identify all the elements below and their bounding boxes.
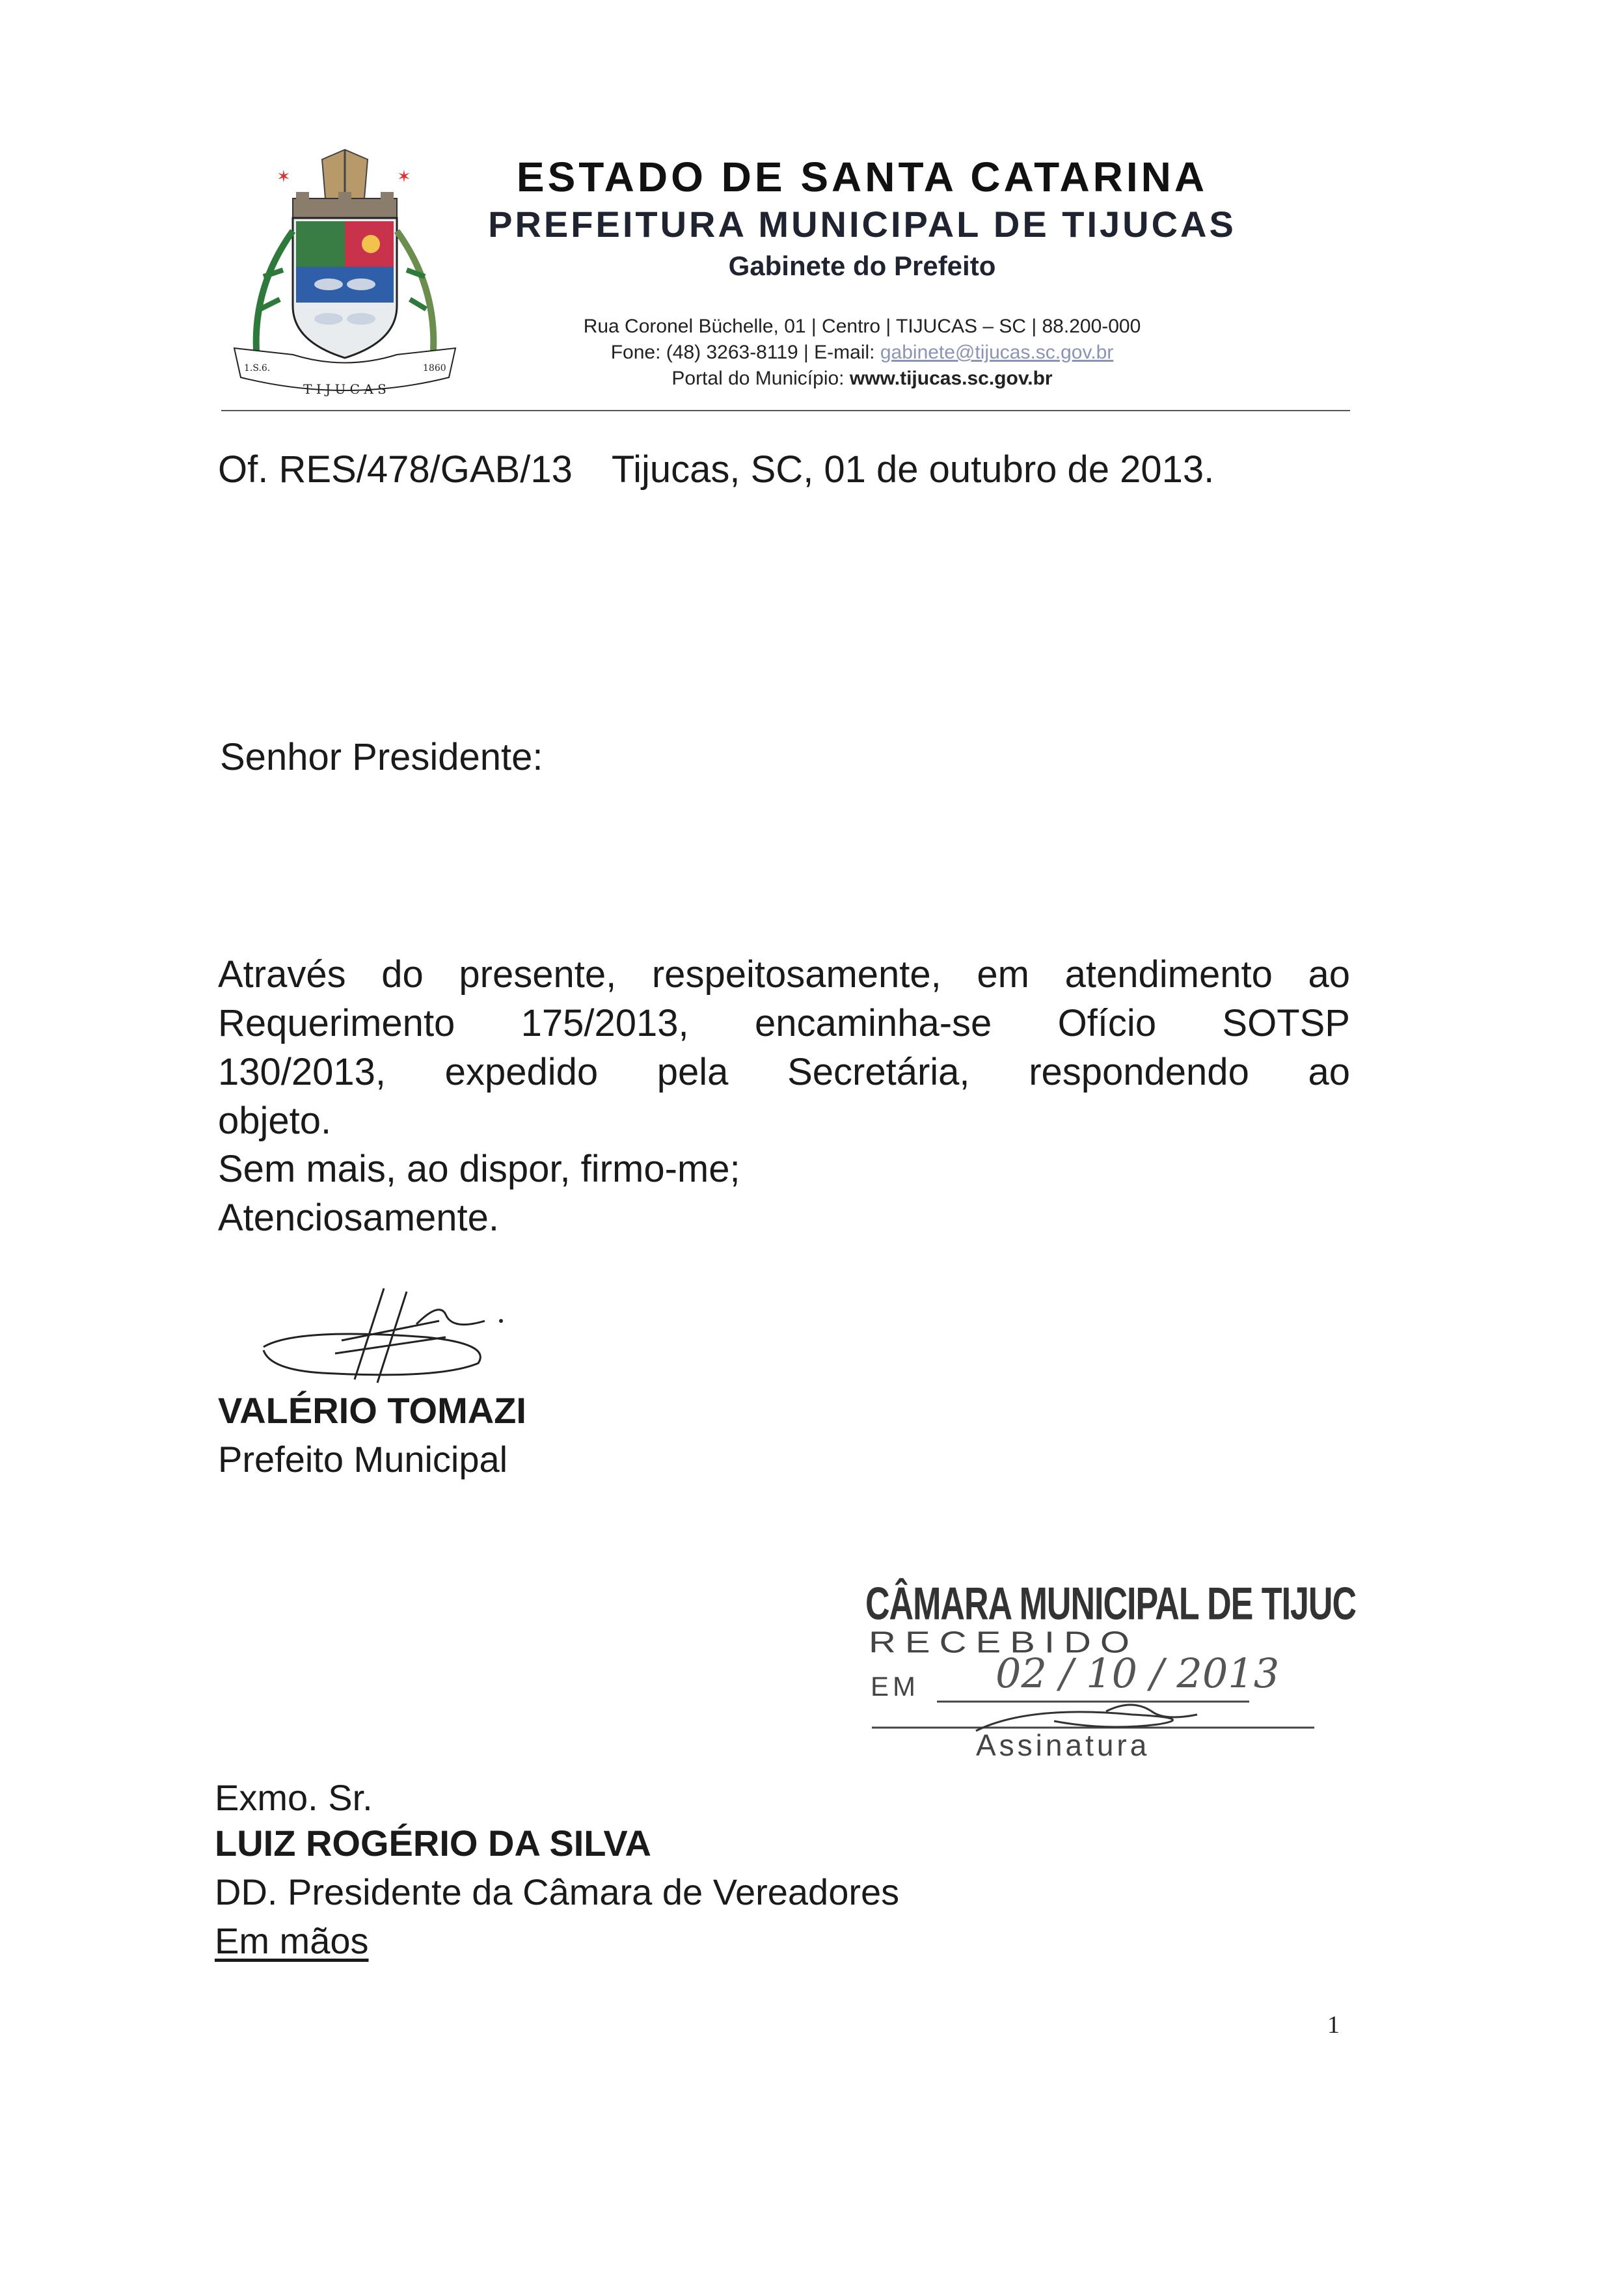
body-paragraph (218, 950, 1350, 1145)
header-phone: Fone: (48) 3263-8119 | E-mail: (610, 342, 880, 363)
addressee-name: LUIZ ROGÉRIO DA SILVA (215, 1823, 651, 1864)
portal-label: Portal do Município: (671, 368, 850, 389)
header-address: Rua Coronel Büchelle, 01 | Centro | TIJUCAS – SC | 88.200-000 (583, 316, 1141, 337)
header-divider (221, 410, 1350, 411)
stamp-received: RECEBIDO (869, 1625, 1139, 1659)
closing-line-1: Sem mais, ao dispor, firmo-me; (218, 1148, 740, 1190)
header-state: ESTADO DE SANTA CATARINA (516, 154, 1208, 200)
stamp-em: EM (871, 1671, 919, 1702)
addressee-title: DD. Presidente da Câmara de Vereadores (215, 1871, 900, 1912)
header-gabinete: Gabinete do Prefeito (728, 251, 996, 281)
svg-text:✶: ✶ (397, 167, 411, 187)
paragraph-line: objeto. (218, 1100, 332, 1142)
header-prefeitura: PREFEITURA MUNICIPAL DE TIJUCAS (488, 204, 1236, 245)
stamp-title: CÂMARA MUNICIPAL DE TIJUC (865, 1579, 1357, 1630)
signatory-title: Prefeito Municipal (218, 1439, 508, 1480)
reference-number: Of. RES/478/GAB/13 (218, 448, 573, 491)
header-portal (416, 368, 1308, 390)
email-link[interactable]: gabinete@tijucas.sc.gov.br (880, 342, 1114, 363)
place-date: Tijucas, SC, 01 de outubro de 2013. (611, 448, 1215, 491)
crest-banner: T I J U C A S (303, 381, 386, 397)
stamp-signature-label: Assinatura (976, 1728, 1150, 1762)
paragraph-line: Requerimento 175/2013, encaminha-se Ofício SOTSP (218, 1002, 1350, 1044)
stamp-handwritten-date: 02 / 10 / 2013 (995, 1650, 1280, 1697)
coat-of-arms-icon (231, 146, 459, 403)
header-contact (416, 342, 1308, 364)
reference-line (218, 448, 1214, 491)
closing-line-2: Atenciosamente. (218, 1197, 500, 1239)
portal-link[interactable]: www.tijucas.sc.gov.br (849, 368, 1053, 389)
delivery-note: Em mãos (215, 1920, 369, 1961)
handwritten-signature (244, 1275, 517, 1386)
page-number: 1 (1327, 2011, 1340, 2039)
addressee-salutation: Exmo. Sr. (215, 1777, 373, 1818)
salutation: Senhor Presidente: (220, 736, 543, 778)
paragraph-line: Através do presente, respeitosamente, em atendimento ao (218, 953, 1350, 996)
paragraph-line: 130/2013, expedido pela Secretária, respondendo ao (218, 1051, 1350, 1093)
crest-left-year: 1.S.6. (244, 363, 271, 374)
crest-right-year: 1860 (423, 363, 446, 374)
svg-text:✶: ✶ (277, 167, 291, 187)
signatory-name: VALÉRIO TOMAZI (218, 1390, 526, 1431)
